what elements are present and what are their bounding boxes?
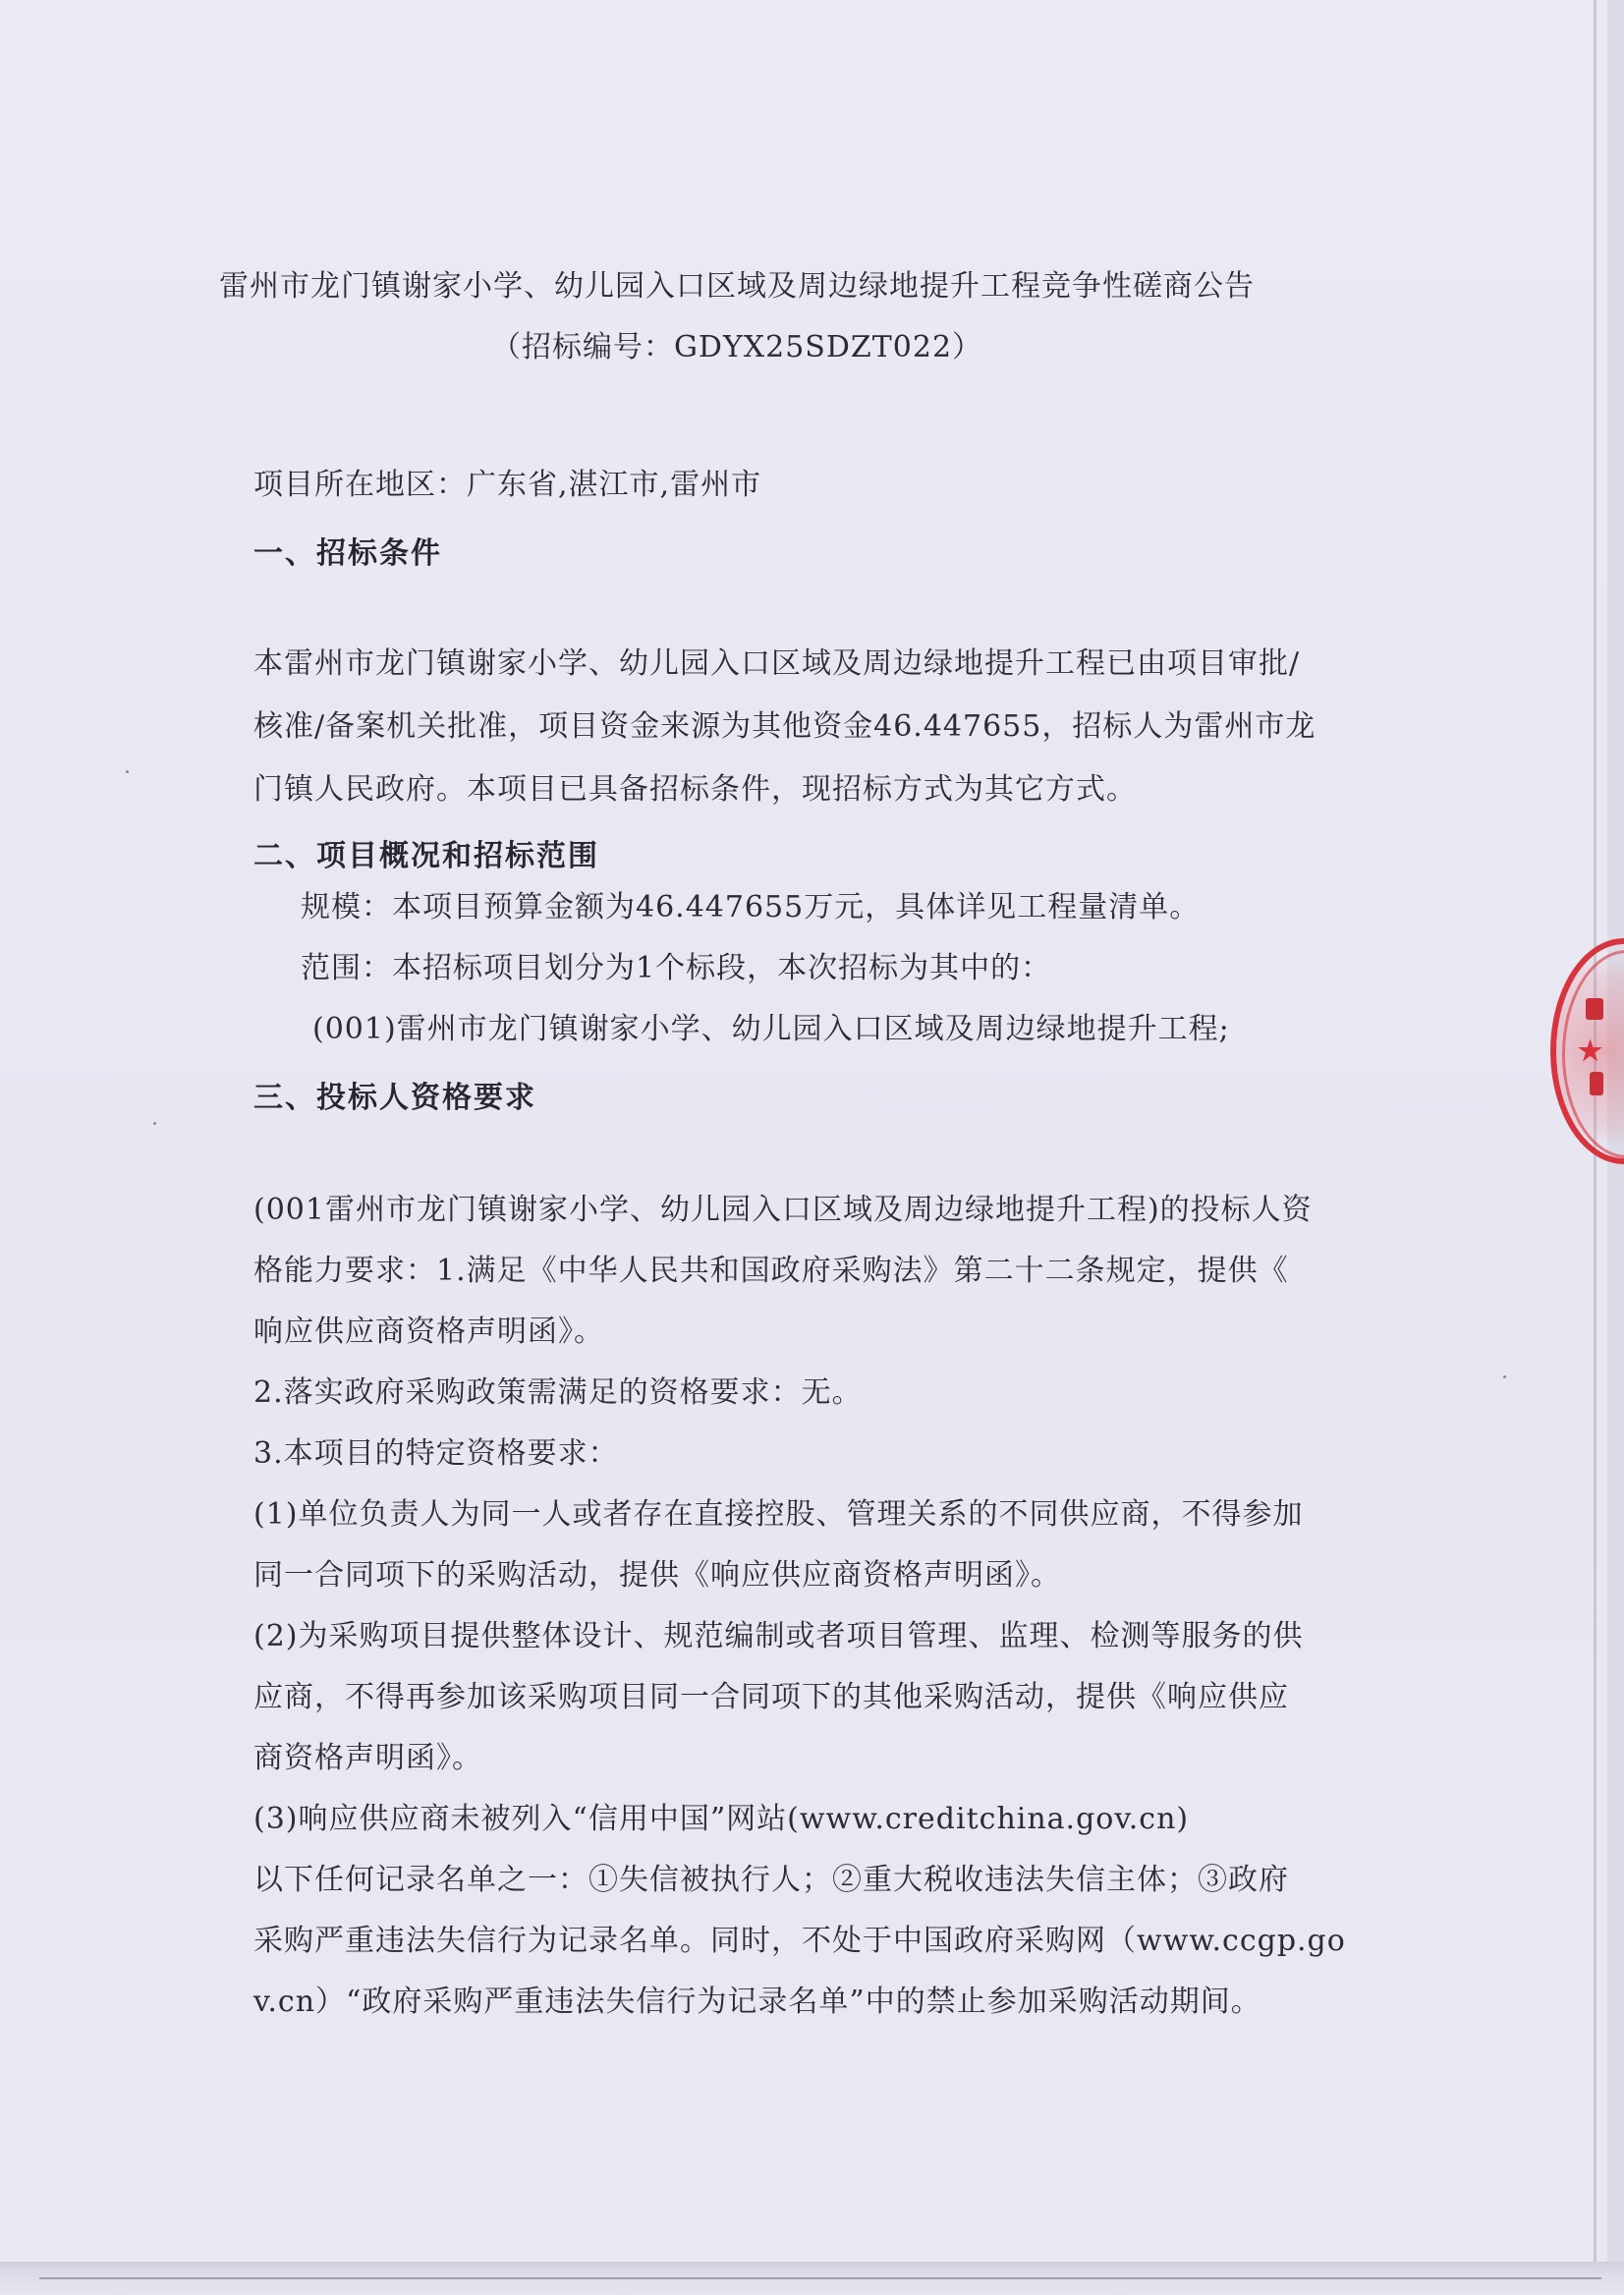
section-3-heading: 三、投标人资格要求 bbox=[253, 1081, 536, 1115]
section-1-line-3: 门镇人民政府。本项目已具备招标条件，现招标方式为其它方式。 bbox=[253, 772, 1137, 807]
section-3-line-14: v.cn）“政府采购严重违法失信行为记录名单”中的禁止参加采购活动期间。 bbox=[253, 1985, 1261, 2019]
section-2-heading: 二、项目概况和招标范围 bbox=[253, 839, 599, 873]
seal-mark-bottom bbox=[1590, 1072, 1603, 1095]
section-3-line-12: 以下任何记录名单之一：①失信被执行人；②重大税收违法失信主体；③政府 bbox=[253, 1863, 1289, 1897]
section-3-line-11: (3)响应供应商未被列入“信用中国”网站(www.creditchina.gov.cn) bbox=[253, 1802, 1190, 1836]
project-location: 项目所在地区：广东省,湛江市,雷州市 bbox=[253, 468, 762, 502]
section-1-line-1: 本雷州市龙门镇谢家小学、幼儿园入口区域及周边绿地提升工程已由项目审批/ bbox=[253, 646, 1301, 681]
section-3-line-1: (001雷州市龙门镇谢家小学、幼儿园入口区域及周边绿地提升工程)的投标人资 bbox=[253, 1193, 1313, 1227]
section-2-lot: (001)雷州市龙门镇谢家小学、幼儿园入口区域及周边绿地提升工程; bbox=[312, 1012, 1230, 1046]
section-3-line-5: 3.本项目的特定资格要求： bbox=[253, 1436, 619, 1471]
seal-star-icon: ★ bbox=[1578, 1035, 1603, 1067]
section-3-line-10: 商资格声明函》。 bbox=[253, 1741, 482, 1775]
section-3-line-4: 2.落实政府采购政策需满足的资格要求：无。 bbox=[253, 1375, 863, 1410]
scan-speck bbox=[126, 770, 129, 773]
section-3-line-9: 应商，不得再参加该采购项目同一合同项下的其他采购活动，提供《响应供应 bbox=[253, 1680, 1289, 1714]
scan-speck bbox=[153, 1122, 156, 1125]
tender-number: （招标编号：GDYX25SDZT022） bbox=[490, 330, 983, 364]
seal-mark-top bbox=[1586, 998, 1603, 1020]
section-3-line-3: 响应供应商资格声明函》。 bbox=[253, 1315, 604, 1349]
section-1-line-2: 核准/备案机关批准，项目资金来源为其他资金46.447655，招标人为雷州市龙 bbox=[253, 709, 1316, 744]
section-3-line-6: (1)单位负责人为同一人或者存在直接控股、管理关系的不同供应商，不得参加 bbox=[253, 1497, 1304, 1532]
section-3-line-13: 采购严重违法失信行为记录名单。同时，不处于中国政府采购网（www.ccgp.go bbox=[253, 1924, 1346, 1958]
section-2-scope: 范围：本招标项目划分为1个标段，本次招标为其中的： bbox=[301, 951, 1052, 985]
section-3-line-2: 格能力要求：1.满足《中华人民共和国政府采购法》第二十二条规定，提供《 bbox=[253, 1254, 1289, 1288]
section-1-heading: 一、招标条件 bbox=[253, 536, 442, 571]
page-edge-bottom-line bbox=[39, 2277, 1601, 2279]
section-2-scale: 规模：本项目预算金额为46.447655万元，具体详见工程量清单。 bbox=[301, 890, 1201, 924]
red-seal-stamp bbox=[1550, 938, 1624, 1164]
section-3-line-7: 同一合同项下的采购活动，提供《响应供应商资格声明函》。 bbox=[253, 1558, 1061, 1593]
section-3-line-8: (2)为采购项目提供整体设计、规范编制或者项目管理、监理、检测等服务的供 bbox=[253, 1619, 1304, 1653]
scan-speck bbox=[1503, 1375, 1506, 1378]
document-title: 雷州市龙门镇谢家小学、幼儿园入口区域及周边绿地提升工程竞争性磋商公告 bbox=[219, 269, 1255, 304]
